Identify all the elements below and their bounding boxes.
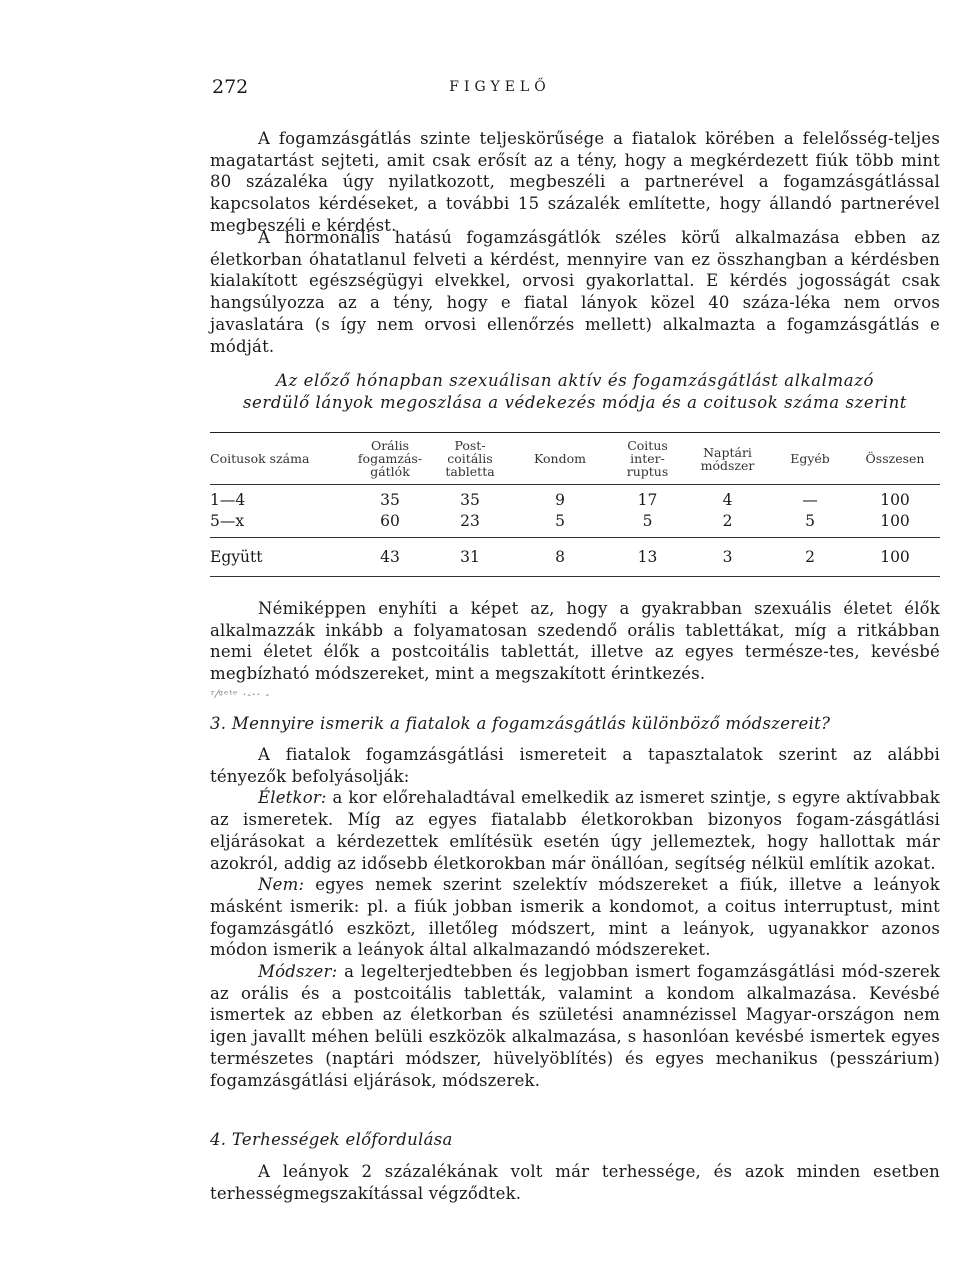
paragraph-sex: [210, 874, 940, 961]
label-sex: Nem:: [258, 875, 305, 895]
paragraph-method: [210, 961, 940, 1091]
text-method: a legelterjedtebben és legjobban ismert fogamzásgátlási mód-szerek az orális és a postcoitális tabletták, valamint a kondom alkalmazása. Kevésbé ismertek az ebben az életkorban és születési anamnézissel Magyar-országon nem igen javallt méhen belüli eszközök alkalmazása, s hasonlóan kevésbé ismertek egyes természetes (naptári módszer, hüvelyöblítés) és egyes mechanikus (pesszárium) fogamzásgátlási eljárások, módszerek.: [210, 962, 940, 1090]
label-method: Módszer:: [258, 962, 338, 982]
table-cell: 5: [805, 511, 815, 530]
table-header-line: coitális: [447, 451, 493, 466]
table-cell: 35: [460, 490, 480, 509]
table-header-cell: [610, 433, 685, 484]
table-total-cell: Együtt: [210, 547, 263, 566]
table-total-cell: 31: [460, 547, 480, 566]
table-header-row: [210, 433, 940, 484]
table-header-cell: [350, 433, 430, 484]
table-cell: 1—4: [210, 490, 246, 509]
section-heading-3: 3. Mennyire ismerik a fiatalok a fogamzásgátlás különböző módszereit?: [210, 714, 831, 733]
table-row: [210, 489, 940, 510]
table-header-line: Egyéb: [790, 451, 830, 466]
paragraph-pregnancies: A leányok 2 százalékának volt már terhessége, és azok minden esetben terhességmegszakítással végződtek.: [210, 1162, 940, 1203]
table-cell: 4: [722, 490, 733, 509]
table-bottom-rule: [210, 576, 940, 577]
table-header-cell: [850, 433, 940, 484]
table-header-line: Összesen: [865, 451, 925, 466]
table-cell: 5: [555, 511, 565, 530]
table-total-cell: 8: [555, 547, 565, 566]
table-total-cell: 100: [880, 547, 910, 566]
text-sex: egyes nemek szerint szelektív módszereket a fiúk, illetve a leányok másként ismerik: pl. a fiúk jobban ismerik a kondomot, a coitus interruptust, mint fogamzásgátló eszközt, illetőleg módszert, mint a leányok, ugyanakkor azonos módon ismerik a leányok által alkalmazandó módszereket.: [210, 875, 940, 960]
table-header-line: gátlók: [370, 464, 410, 479]
table-total-cell: 3: [722, 547, 733, 566]
table-cell: 5—x: [210, 511, 245, 530]
paragraph-frequency-methods: Némiképpen enyhíti a képet az, hogy a gyakrabban szexuális életet élők alkalmazzák inkább a folyamatosan szedendő orális tablettákat, míg a ritkábban nemi életet élők a postcoitális tablettát, illetve az egyes természe-tes, kevésbé megbízható módszereket, mint a megszakított érintkezés.: [210, 599, 940, 684]
table-header-cell: [430, 433, 510, 484]
table-cell: 60: [380, 511, 400, 530]
table-cell: 2: [722, 511, 733, 530]
table-header-line: Post-: [454, 438, 486, 453]
table-header-cell: [510, 433, 610, 484]
data-table: [210, 432, 940, 577]
table-header-line: módszer: [700, 457, 755, 473]
table-header-line: inter-: [630, 451, 665, 466]
table-header-cell: [770, 433, 850, 484]
table-cell: —: [802, 490, 818, 509]
table-cell: 100: [880, 511, 910, 530]
table-header-line: ruptus: [626, 464, 669, 479]
table-cell: 23: [460, 511, 480, 530]
table-caption-line-1: Az előző hónapban szexuálisan aktív és fogamzásgátlást alkalmazó: [275, 371, 875, 390]
table-header-line: tabletta: [445, 464, 495, 479]
page-number: 272: [212, 76, 249, 98]
paragraph-hormonal-methods: A hormonális hatású fogamzásgátlók széles körű alkalmazása ebben az életkorban óhatatlanul felveti a kérdést, mennyire van ez összhangban a kérdésben kialakított egészségügyi elvekkel, orvosi gyakorlattal. E kérdés jogosságát csak hangsúlyozza az a tény, hogy e fiatal lányok közel 40 száza-léka nem orvos javaslatára (s így nem orvosi ellenőrzés mellett) alkalmazta a fogamzásgátlás e módját.: [210, 228, 940, 356]
table-header-line: Naptári: [703, 444, 752, 460]
table-header-line: Coitusok száma: [210, 451, 310, 466]
table-cell: 100: [880, 490, 910, 509]
table-header-rule: [210, 484, 940, 485]
table-total-cell: 43: [380, 547, 400, 566]
table-cell: 9: [555, 490, 565, 509]
table-total-rule: [210, 537, 940, 538]
table-header-line: fogamzás-: [357, 451, 423, 466]
table-total-row: [210, 546, 940, 567]
running-title: FIGYELŐ: [449, 79, 551, 95]
table-row: [210, 510, 940, 531]
section-3-body: [210, 744, 940, 1091]
scan-smudge: ʳ⁄ᵍᵉᵗᵉ ·-·· -: [211, 688, 271, 701]
table-header-cell: [210, 433, 350, 484]
table-caption: [210, 370, 940, 413]
table-header-cell: [685, 433, 770, 484]
paragraph-contraception-responsibility: A fogamzásgátlás szinte teljeskörűsége a fiatalok körében a felelősség-teljes magatartást sejteti, amit csak erősít az a tény, hogy a megkérdezett fiúk több mint 80 százaléka úgy nyilatkozott, megbeszéli a partnerével a fogamzásgátlással kapcsolatos kérdéseket, a további 15 százalék említette, hogy állandó partnerével megbeszéli e kérdést.: [210, 129, 940, 235]
table-cell: 17: [637, 490, 658, 509]
paragraph-knowledge-intro: A fiatalok fogamzásgátlási ismereteit a tapasztalatok szerint az alábbi tényezők befolyásolják:: [210, 745, 940, 786]
table-header-line: Kondom: [534, 451, 586, 466]
section-heading-4: 4. Terhességek előfordulása: [210, 1130, 453, 1149]
table-header-line: Orális: [370, 438, 410, 453]
paragraph-age: [210, 787, 940, 874]
table-cell: 5: [642, 511, 653, 530]
text-age: a kor előrehaladtával emelkedik az ismeret szintje, s egyre aktívabbak az ismeretek. Míg az egyes fiatalabb életkorokban bizonyos fogam-zásgátlási eljárásokat a kérdezettek említésük esetén úgy jellemeztek, hogy hallottak már azokról, addig az idősebb életkorokban már önállóan, segítség nélkül említik azokat.: [210, 788, 940, 873]
table-total-cell: 13: [637, 547, 658, 566]
table-total-cell: 2: [805, 547, 815, 566]
table-header-line: Coitus: [627, 438, 668, 453]
table-caption-line-2: serdülő lányok megoszlása a védekezés módja és a coitusok száma szerint: [242, 392, 908, 412]
table-cell: 35: [380, 490, 400, 509]
label-age: Életkor:: [258, 788, 327, 808]
